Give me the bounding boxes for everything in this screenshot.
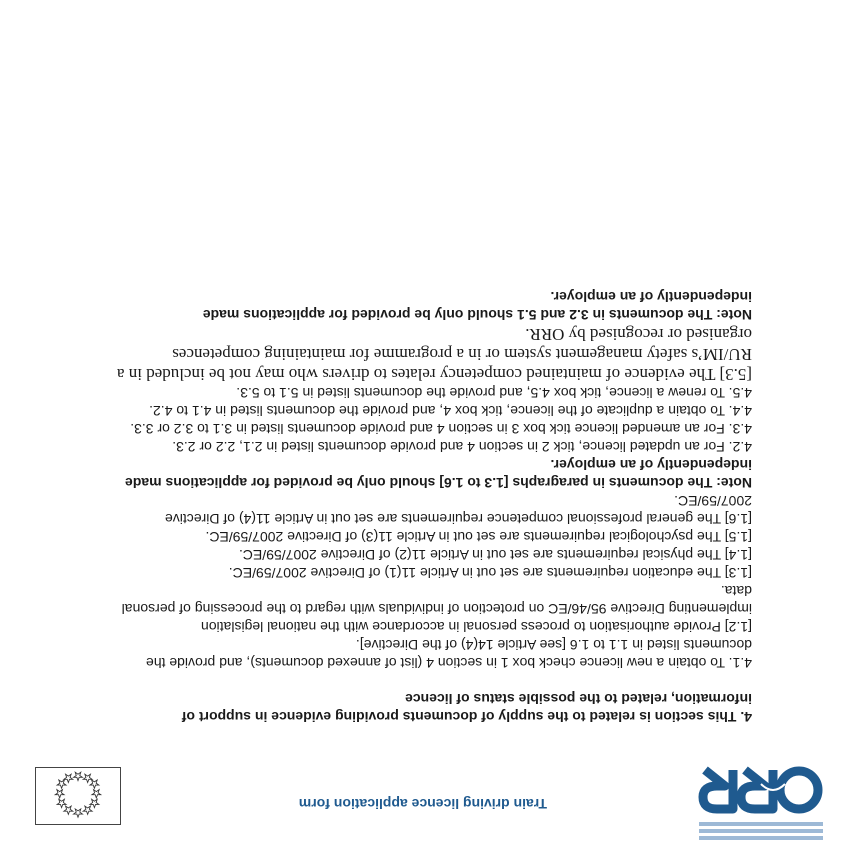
paragraph-1-5: [1.5] The psychological requirements are set out in Article 11(3) of Directive 2007/59/EC.	[205, 529, 752, 545]
paragraph-4-4: 4.4. To obtain a duplicate of the licence, tick box 4, and provide the documents listed in 4.1 to 4.2.	[149, 403, 752, 419]
paragraph-1-2: [1.2] Provide authorisation to process personal in accordance with the national legislation	[201, 619, 752, 635]
section-heading-continued: information, related to the possible status of licence	[405, 691, 752, 707]
paragraph-4-5: 4.5. To renew a licence, tick box 4.5, and provide the documents listed in 5.1 to 5.3.	[236, 385, 752, 401]
note-1: Note: The documents in paragraphs [1.3 to 1.6] should only be provided for applications made	[125, 475, 752, 491]
paragraph-1-4: [1.4] The physical requirements are set out in Article 11(2) of Directive 2007/59/EC.	[238, 547, 752, 563]
note-2: Note: The documents in 3.2 and 5.1 should only be provided for applications made	[202, 307, 752, 323]
paragraph-5-3-continued: RU/IM’s safety management system or in a programme for maintaining competences	[172, 345, 752, 364]
form-title: Train driving licence application form	[298, 796, 547, 812]
paragraph-4-1-continued: documents listed in 1.1 to 1.6 [see Article 14(4) of the Directive].	[355, 637, 752, 653]
paragraph-1-2-continued: implementing Directive 95/46/EC on protection of individuals with regard to the processing of personal	[121, 601, 752, 617]
note-2-continued: independently of an employer.	[550, 289, 752, 305]
section-heading: 4. This section is related to the supply of documents providing evidence in support of	[181, 709, 752, 725]
eu-flag-icon	[35, 767, 121, 825]
section-4-content	[32, 288, 752, 726]
paragraph-1-3: [1.3] The education requirements are set out in Article 11(1) of Directive 2007/59/EC.	[228, 565, 752, 581]
paragraph-4-3: 4.3. For an amended licence tick box 3 in section 4 and provide documents listed in 3.1 to 3.2 or 3.3.	[130, 421, 752, 437]
paragraph-4-2: 4.2. For an updated licence, tick 2 in section 4 and provide documents listed in 2.1, 2.2 or 2.3.	[172, 439, 752, 455]
paragraph-1-2-end: data.	[720, 583, 752, 599]
orr-logo-icon	[697, 758, 825, 842]
note-1-continued: independently of an employer.	[550, 457, 752, 473]
paragraph-1-6-continued: 2007/59/EC.	[674, 493, 752, 509]
paragraph-1-6: [1.6] The general professional competence requirements are set out in Article 11(4) of Directive	[164, 511, 752, 527]
paragraph-5-3: [5.3] The evidence of maintained competency relates to drivers who may not be included in a	[116, 365, 752, 384]
paragraph-5-3-end: organised or recognised by ORR.	[525, 325, 752, 344]
paragraph-4-1: 4.1. To obtain a new licence check box 1 in section 4 (list of annexed documents), and provide the	[146, 655, 752, 671]
